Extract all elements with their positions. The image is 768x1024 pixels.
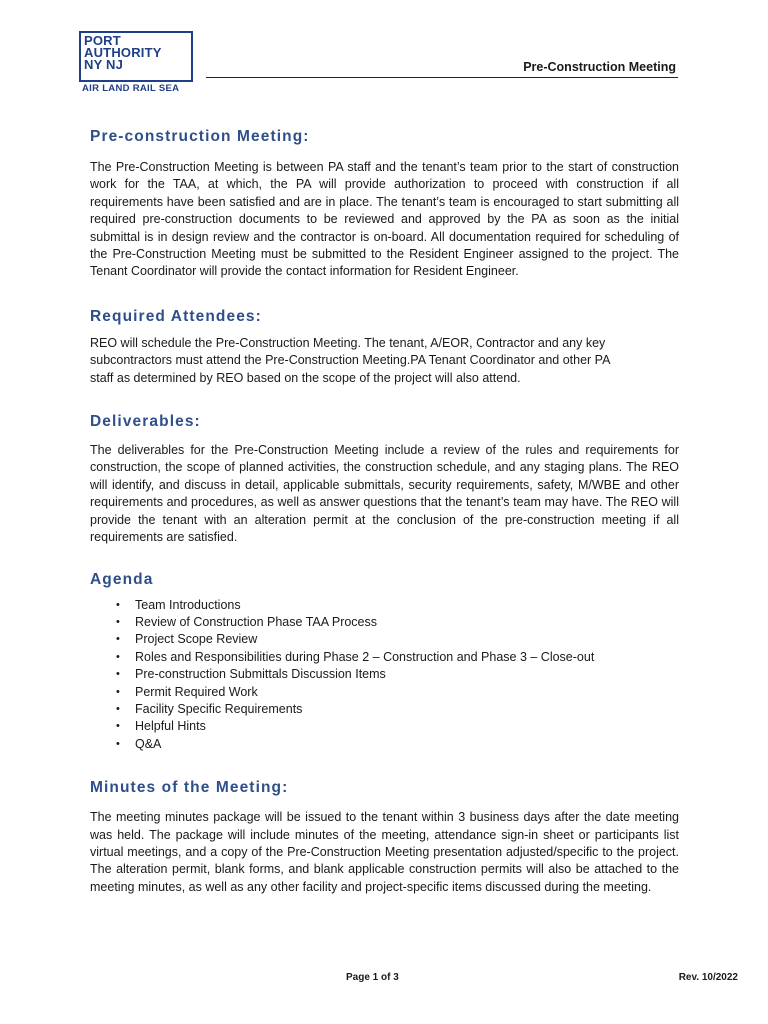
section-heading-agenda: Agenda xyxy=(90,570,154,588)
bullet-icon: • xyxy=(116,720,120,733)
agenda-item: • Facility Specific Requirements xyxy=(135,701,679,718)
section-heading-deliverables: Deliverables: xyxy=(90,413,201,431)
attendees-body xyxy=(90,335,679,387)
agenda-item: • Permit Required Work xyxy=(135,684,679,701)
preconstruction-body: The Pre-Construction Meeting is between PA staff and the tenant’s team prior to the start of construction work for the TAA, at which, the PA will provide authorization to proceed with construction if all requirements have been satisfied and are in place. The tenant’s team is encouraged to start submitting all required pre-construction documents to be reviewed and approved by the PA as soon as the initial submittal is in design review and the contractor is on-board. All documentation required for scheduling of the Pre-Construction Meeting must be submitted to the Resident Engineer assigned to the project. The Tenant Coordinator will provide the contact information for Resident Engineer. xyxy=(90,160,679,279)
section-heading-minutes: Minutes of the Meeting: xyxy=(90,779,289,797)
minutes-body: The meeting minutes package will be issued to the tenant within 3 business days after the date meeting was held. The package will include minutes of the meeting, attendance sign-in sheet or participants list virtual meetings, and a copy of the Pre-Construction Meeting presentation adjusted/specific to the project. The alteration permit, blank forms, and blank applicable construction permits will also be attached to the meeting minutes, as well as any other facility and project-specific items discussed during the meeting. xyxy=(90,810,679,894)
page-number: Page 1 of 3 xyxy=(346,972,399,983)
agenda-item: • Helpful Hints xyxy=(135,718,679,735)
agenda-item: • Q&A xyxy=(135,736,679,753)
header-divider xyxy=(206,77,678,78)
section-heading-attendees: Required Attendees: xyxy=(90,307,262,325)
attendees-line-2: subcontractors must attend the Pre-Construction Meeting.PA Tenant Coordinator and other PA xyxy=(90,353,611,368)
bullet-icon: • xyxy=(116,685,120,698)
agenda-item: • Project Scope Review xyxy=(135,631,679,648)
logo-line-2: AUTHORITY xyxy=(84,45,162,60)
agenda-item: • Pre-construction Submittals Discussion Items xyxy=(135,666,679,683)
agenda-list xyxy=(90,597,679,754)
bullet-icon: • xyxy=(116,668,120,681)
logo-tagline: AIR LAND RAIL SEA xyxy=(79,80,193,93)
agenda-item: • Roles and Responsibilities during Phase 2 – Construction and Phase 3 – Close-out xyxy=(135,649,679,666)
bullet-icon: • xyxy=(116,737,120,750)
agenda-item: • Review of Construction Phase TAA Process xyxy=(135,614,679,631)
bullet-icon: • xyxy=(116,633,120,646)
bullet-icon: • xyxy=(116,615,120,628)
logo-line-1: PORT xyxy=(84,33,121,48)
bullet-icon: • xyxy=(116,650,120,663)
header-title: Pre-Construction Meeting xyxy=(523,60,676,74)
bullet-icon: • xyxy=(116,598,120,611)
deliverables-body: The deliverables for the Pre-Construction Meeting include a review of the rules and requirements for construction, the scope of planned activities, the construction schedule, and any staging plans. The REO will identify, and discuss in detail, applicable submittals, security requirements, safety, M/WBE and other requirements and procedures, as well as answer questions that the tenant’s team may have. The REO will provide the tenant with an alteration permit at the conclusion of the pre-construction meeting if all requirements are satisfied. xyxy=(90,443,679,545)
section-heading-preconstruction: Pre-construction Meeting: xyxy=(90,128,310,145)
bullet-icon: • xyxy=(116,702,120,715)
revision-label: Rev. 10/2022 xyxy=(678,972,738,983)
agenda-item: • Team Introductions xyxy=(135,597,679,614)
document-body xyxy=(90,127,679,896)
attendees-line-1: REO will schedule the Pre-Construction Meeting. The tenant, A/EOR, Contractor and any key xyxy=(90,335,606,350)
logo-line-3: NY NJ xyxy=(84,57,124,72)
attendees-line-3: staff as determined by REO based on the scope of the project will also attend. xyxy=(90,370,521,385)
